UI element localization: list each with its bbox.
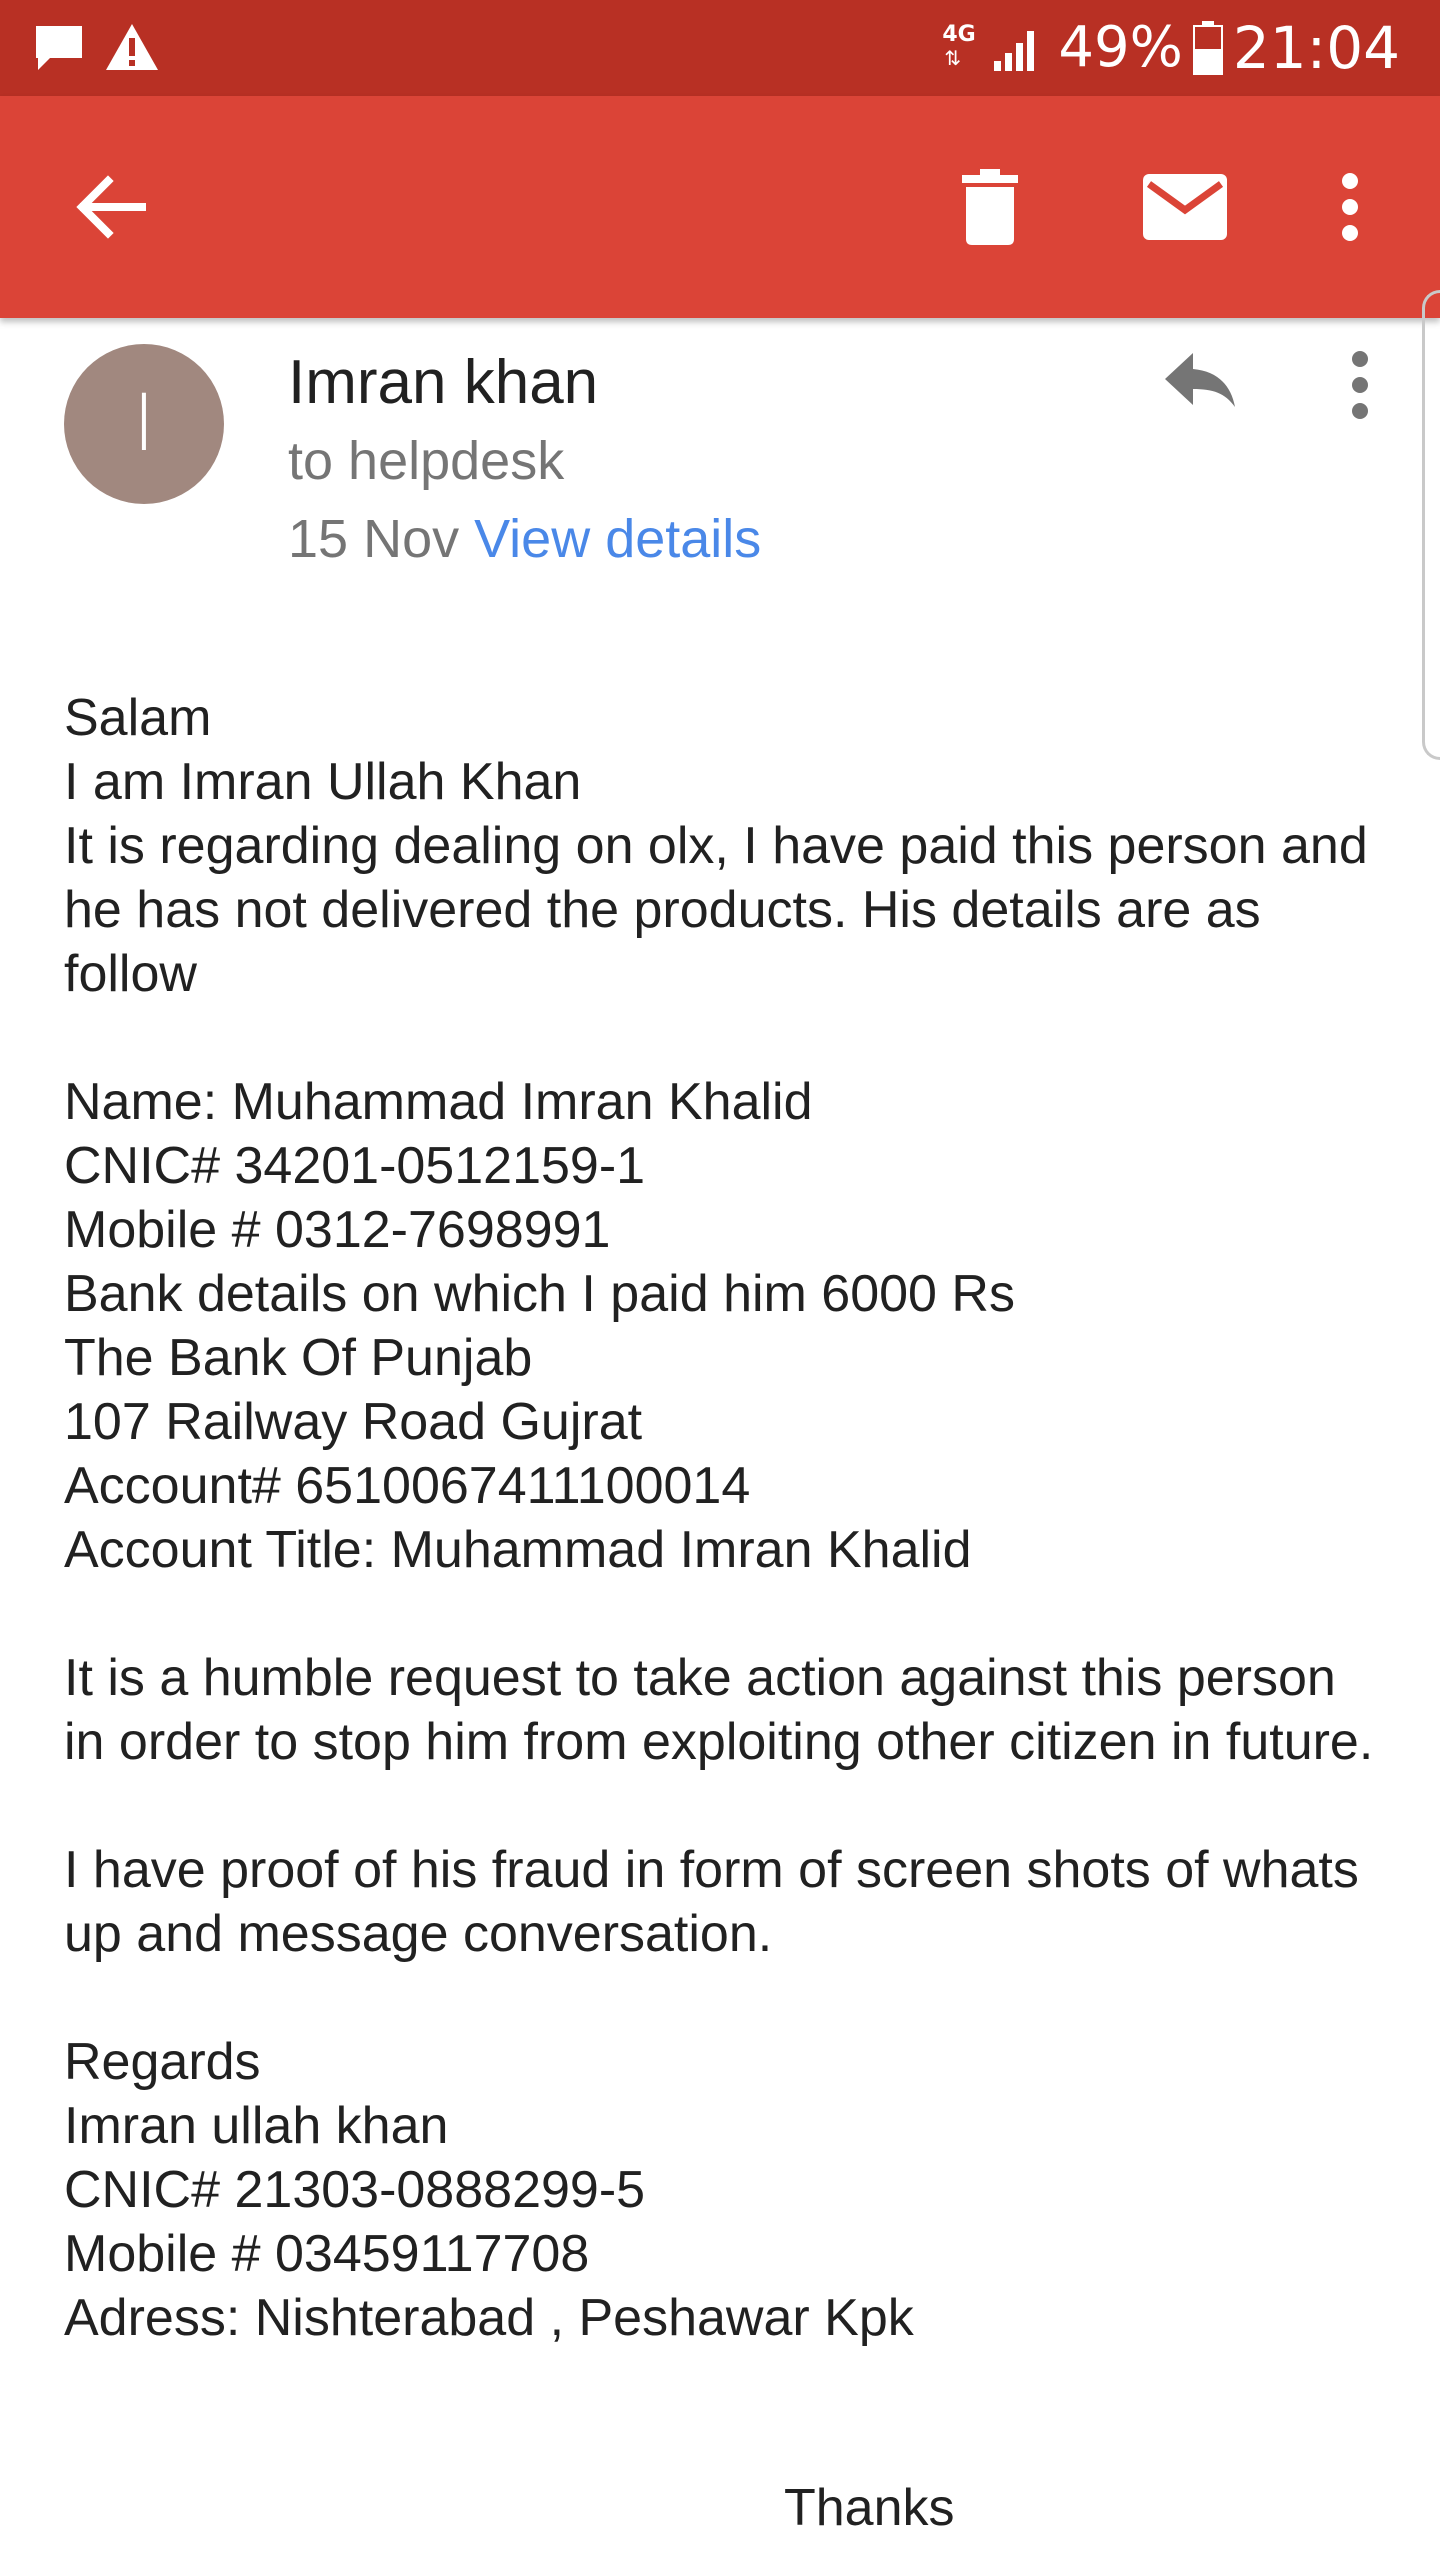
back-button[interactable]: [60, 157, 160, 257]
closing-text: Thanks: [784, 2479, 955, 2537]
date-line: [288, 508, 761, 570]
body-paragraph-greeting: Salam I am Imran Ullah Khan It is regarding dealing on olx, I have paid this person and he has not delivered the products. His details are as follow: [64, 689, 1368, 1003]
signal-icon: [992, 23, 1042, 73]
reply-icon: [1163, 351, 1237, 409]
back-arrow-icon: [74, 175, 146, 239]
sender-name: Imran khan: [288, 348, 599, 417]
message-date: 15 Nov: [288, 509, 460, 569]
mail-icon: [1143, 174, 1227, 240]
delete-icon: [960, 169, 1020, 245]
battery-percentage: 49%: [1058, 15, 1183, 80]
app-bar: [0, 96, 1440, 318]
recipient-line: to helpdesk: [288, 431, 565, 491]
network-type: 4G: [942, 22, 976, 47]
overflow-menu-button[interactable]: [1320, 157, 1380, 257]
sender-avatar[interactable]: I: [64, 344, 224, 504]
clock: 21:04: [1232, 14, 1400, 82]
status-indicators: [942, 0, 1400, 96]
scrollbar[interactable]: [1422, 290, 1440, 760]
body-paragraph-details: Name: Muhammad Imran Khalid CNIC# 34201-0512159-1 Mobile # 0312-7698991 Bank details on which I paid him 6000 Rs The Bank Of Punjab 107 Railway Road Gujrat Account# 6510067411100014 Account Title: Muhammad Imran Khalid: [64, 1073, 1015, 1579]
email-body: [64, 686, 1384, 2350]
data-arrows-icon: ⇅: [944, 46, 962, 70]
delete-button[interactable]: [950, 157, 1030, 257]
overflow-menu-icon: [1350, 350, 1370, 420]
message-overflow-button[interactable]: [1330, 340, 1390, 430]
reply-button[interactable]: [1160, 340, 1240, 420]
battery-icon: [1193, 21, 1223, 75]
overflow-menu-icon: [1340, 173, 1360, 241]
warning-icon: [104, 22, 160, 74]
status-bar: [0, 0, 1440, 96]
mark-unread-button[interactable]: [1130, 157, 1240, 257]
view-details-link[interactable]: View details: [474, 509, 762, 569]
body-paragraph-request: It is a humble request to take action against this person in order to stop him from exploiting other citizen in future.: [64, 1649, 1374, 1771]
network-indicator: [942, 22, 982, 74]
message-notification-icon: [32, 22, 86, 74]
body-paragraph-proof: I have proof of his fraud in form of screen shots of whats up and message conversation.: [64, 1841, 1359, 1963]
body-paragraph-signature: Regards Imran ullah khan CNIC# 21303-0888299-5 Mobile # 03459117708 Adress: Nishterabad , Peshawar Kpk: [64, 2033, 914, 2347]
